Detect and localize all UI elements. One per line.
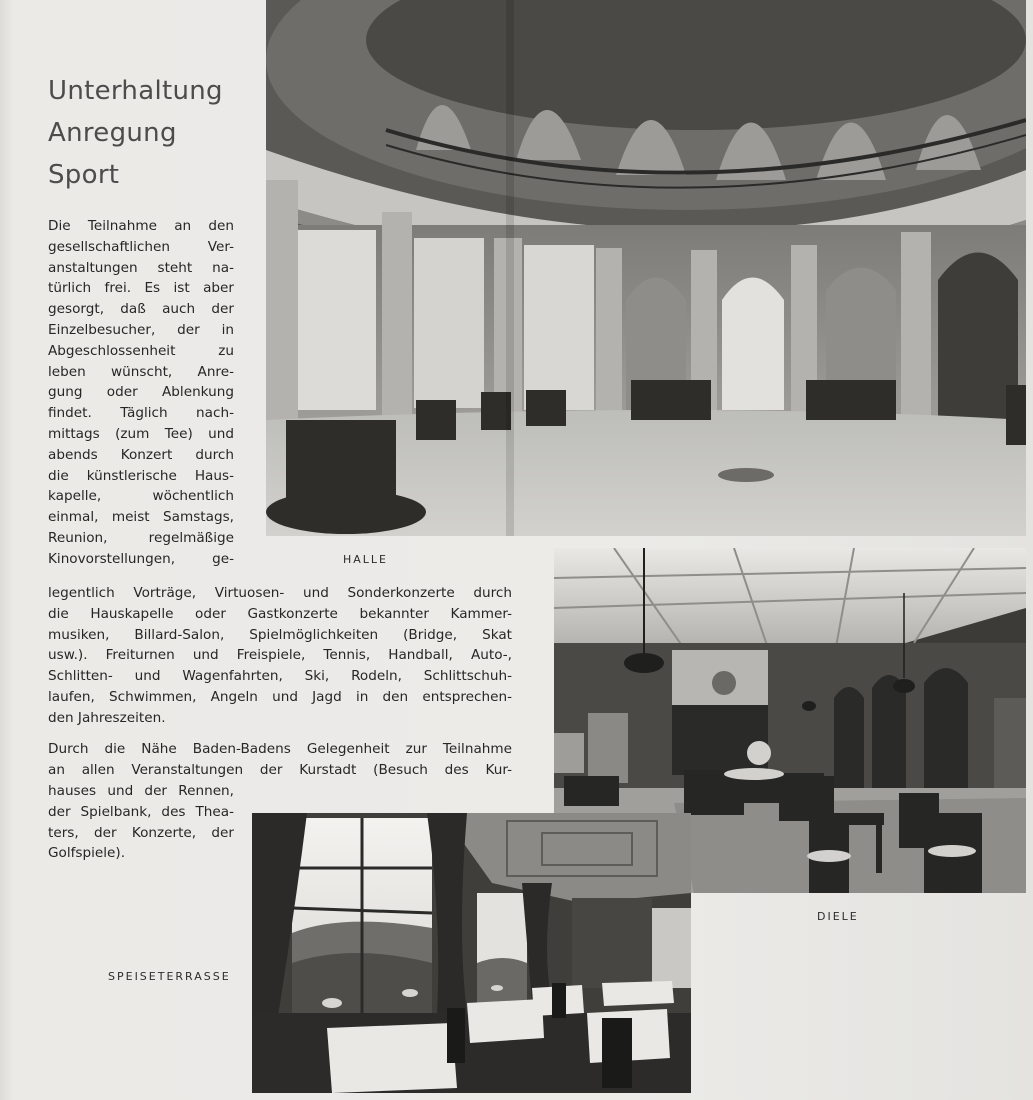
text-line: findet. Täglich nach- (48, 405, 234, 422)
text-line: laufen, Schwimmen, Angeln und Jagd in den entsprechen- (48, 688, 512, 705)
text-line: der Spielbank, des Thea- (48, 803, 234, 820)
text-line: an allen Veranstaltungen der Kurstadt (Besuch des Kur- (48, 761, 512, 778)
body-text-paragraph-2-narrow (48, 781, 234, 864)
text-line: gung oder Ablenkung (48, 384, 234, 401)
text-line: Reunion, regelmäßige (48, 529, 234, 546)
section-heading (48, 70, 223, 196)
text-line: gesorgt, daß auch der (48, 301, 234, 318)
text-line: usw.). Freiturnen und Freispiele, Tennis, Handball, Auto-, (48, 647, 512, 664)
text-line: mittags (zum Tee) und (48, 425, 234, 442)
body-text-wide (48, 583, 512, 729)
text-line: musiken, Billard-Salon, Spielmöglichkeiten (Bridge, Skat (48, 626, 512, 643)
heading-line-1: Unterhaltung (48, 76, 223, 106)
text-line: Abgeschlossenheit zu (48, 342, 234, 359)
speiseterrasse-illustration (252, 813, 691, 1093)
body-text-narrow (48, 216, 234, 570)
text-line: Durch die Nähe Baden-Badens Gelegenheit zur Teilnahme (48, 741, 512, 757)
caption-diele: DIELE (817, 910, 859, 923)
text-line: Einzelbesucher, der in (48, 321, 234, 338)
text-line: Schlitten- und Wagenfahrten, Ski, Rodeln, Schlittschuh- (48, 668, 512, 685)
text-line: die künstlerische Haus- (48, 467, 234, 484)
text-line: gesellschaftlichen Ver- (48, 238, 234, 255)
text-line: leben wünscht, Anre- (48, 363, 234, 380)
halle-illustration (266, 0, 1026, 536)
text-line: die Hauskapelle oder Gastkonzerte bekannter Kammer- (48, 605, 512, 622)
text-line: ters, der Konzerte, der (48, 824, 234, 841)
text-line: legentlich Vorträge, Virtuosen- und Sonderkonzerte durch (48, 585, 512, 601)
text-line: einmal, meist Samstags, (48, 509, 234, 526)
caption-halle: HALLE (343, 553, 389, 566)
heading-line-3: Sport (48, 160, 120, 190)
text-line: Kinovorstellungen, ge- (48, 550, 234, 567)
text-line: abends Konzert durch (48, 446, 234, 463)
body-text-paragraph-2 (48, 739, 512, 781)
photo-halle (266, 0, 1026, 536)
text-line: Golfspiele). (48, 845, 126, 862)
text-line: Die Teilnahme an den (48, 218, 234, 234)
photo-speiseterrasse (252, 813, 691, 1093)
text-line: den Jahreszeiten. (48, 709, 166, 726)
text-line: türlich frei. Es ist aber (48, 280, 234, 297)
text-line: anstaltungen steht na- (48, 259, 234, 276)
text-line: kapelle, wöchentlich (48, 488, 234, 505)
text-line: hauses und der Rennen, (48, 783, 234, 799)
caption-speiseterrasse: SPEISETERRASSE (108, 970, 231, 983)
heading-line-2: Anregung (48, 118, 177, 148)
